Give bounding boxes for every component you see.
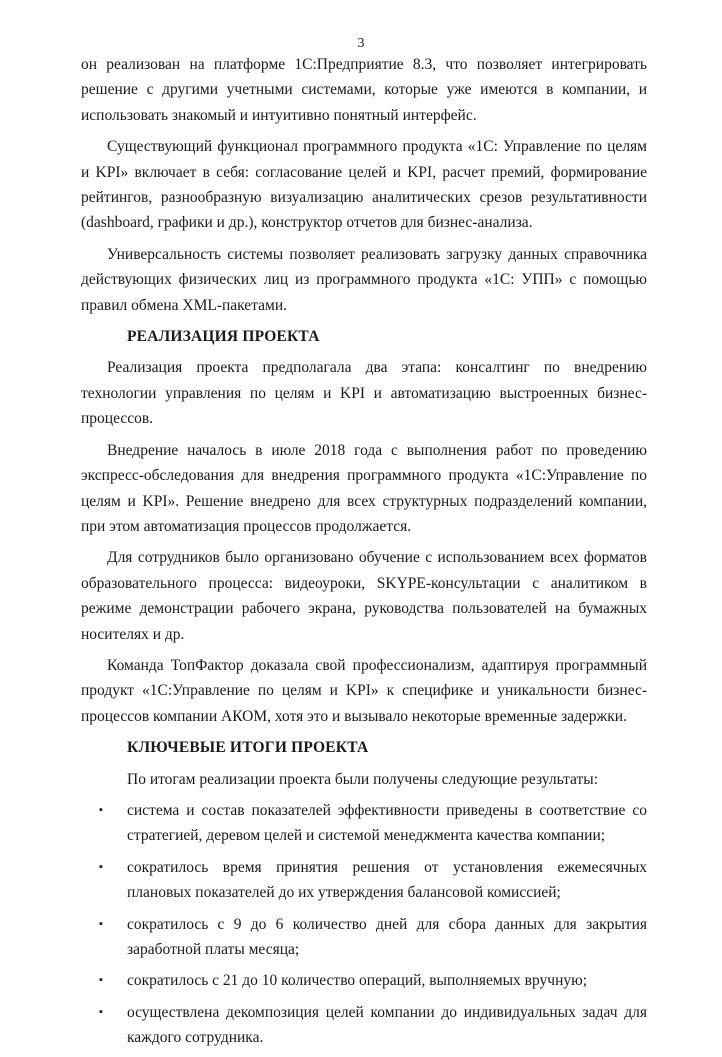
list-item: [81, 968, 647, 993]
list-item-text: система и состав показателей эффективности приведены в соответствие со стратегией, деревом целей и системой менеджмента качества компании;: [127, 801, 647, 845]
paragraph: Команда ТопФактор доказала свой профессионализм, адаптируя программный продукт «1С:Управление по целям и KPI» к специфике и уникальности бизнес-процессов компании АКОМ, хотя это и вызывало некоторые временные задержки.: [81, 656, 647, 725]
results-list: [81, 798, 647, 1051]
results-intro: По итогам реализации проекта были получены следующие результаты:: [127, 770, 599, 788]
paragraph: Универсальность системы позволяет реализовать загрузку данных справочника действующих физических лиц из программного продукта «1С: УПП» с помощью правил обмена XML-пакетами.: [81, 245, 647, 314]
list-item: [81, 912, 647, 963]
bullet-icon: ▪: [99, 803, 103, 816]
paragraph: он реализован на платформе 1С:Предприятие 8.3, что позволяет интегрировать решение с другими учетными системами, которые уже имеются в компании, и использовать знакомый и интуитивно понятный интерфейс.: [81, 56, 647, 124]
paragraph: Реализация проекта предполагала два этапа: консалтинг по внедрению технологии управления по целям и KPI и автоматизацию выстроенных бизнес-процессов.: [81, 359, 647, 428]
paragraph: Внедрение началось в июле 2018 года с выполнения работ по проведению экспресс-обследования для внедрения программного продукта «1С:Управление по целям и KPI». Решение внедрено для всех структурных подразделений компании, при этом автоматизация процессов продолжается.: [81, 441, 647, 535]
list-item-text: сократилось время принятия решения от установления ежемесячных плановых показателей до их утверждения балансовой комиссией;: [127, 858, 647, 902]
bullet-icon: ▪: [99, 860, 103, 873]
bullet-icon: ▪: [99, 974, 103, 987]
section-heading-implementation: РЕАЛИЗАЦИЯ ПРОЕКТА: [127, 328, 320, 346]
list-item: [81, 798, 647, 849]
section-heading-key-results: КЛЮЧЕВЫЕ ИТОГИ ПРОЕКТА: [127, 739, 369, 757]
page-number: 3: [357, 36, 365, 51]
bullet-icon: ▪: [99, 1005, 103, 1018]
bullet-icon: ▪: [99, 917, 103, 930]
page-content: [81, 52, 647, 1057]
list-item-text: сократилось с 9 до 6 количество дней для сбора данных для закрытия заработной платы месяца;: [127, 915, 647, 958]
list-item-text: сократилось с 21 до 10 количество операций, выполняемых вручную;: [127, 972, 588, 990]
list-item: [81, 855, 647, 906]
list-item: [81, 1000, 647, 1051]
paragraph: Существующий функционал программного продукта «1С: Управление по целям и KPI» включает в себя: согласование целей и KPI, расчет премий, формирование рейтингов, разнообразную визуализацию аналитических срезов результативности (dashboard, графики и др.), конструктор отчетов для бизнес-анализа.: [81, 138, 647, 232]
paragraph: Для сотрудников было организовано обучение с использованием всех форматов образовательного процесса: видеоуроки, SKYPE-консультации с аналитиком в режиме демонстрации рабочего экрана, руководства пользователей на бумажных носителях и др.: [81, 549, 647, 643]
list-item-text: осуществлена декомпозиция целей компании до индивидуальных задач для каждого сотрудника.: [127, 1003, 647, 1047]
